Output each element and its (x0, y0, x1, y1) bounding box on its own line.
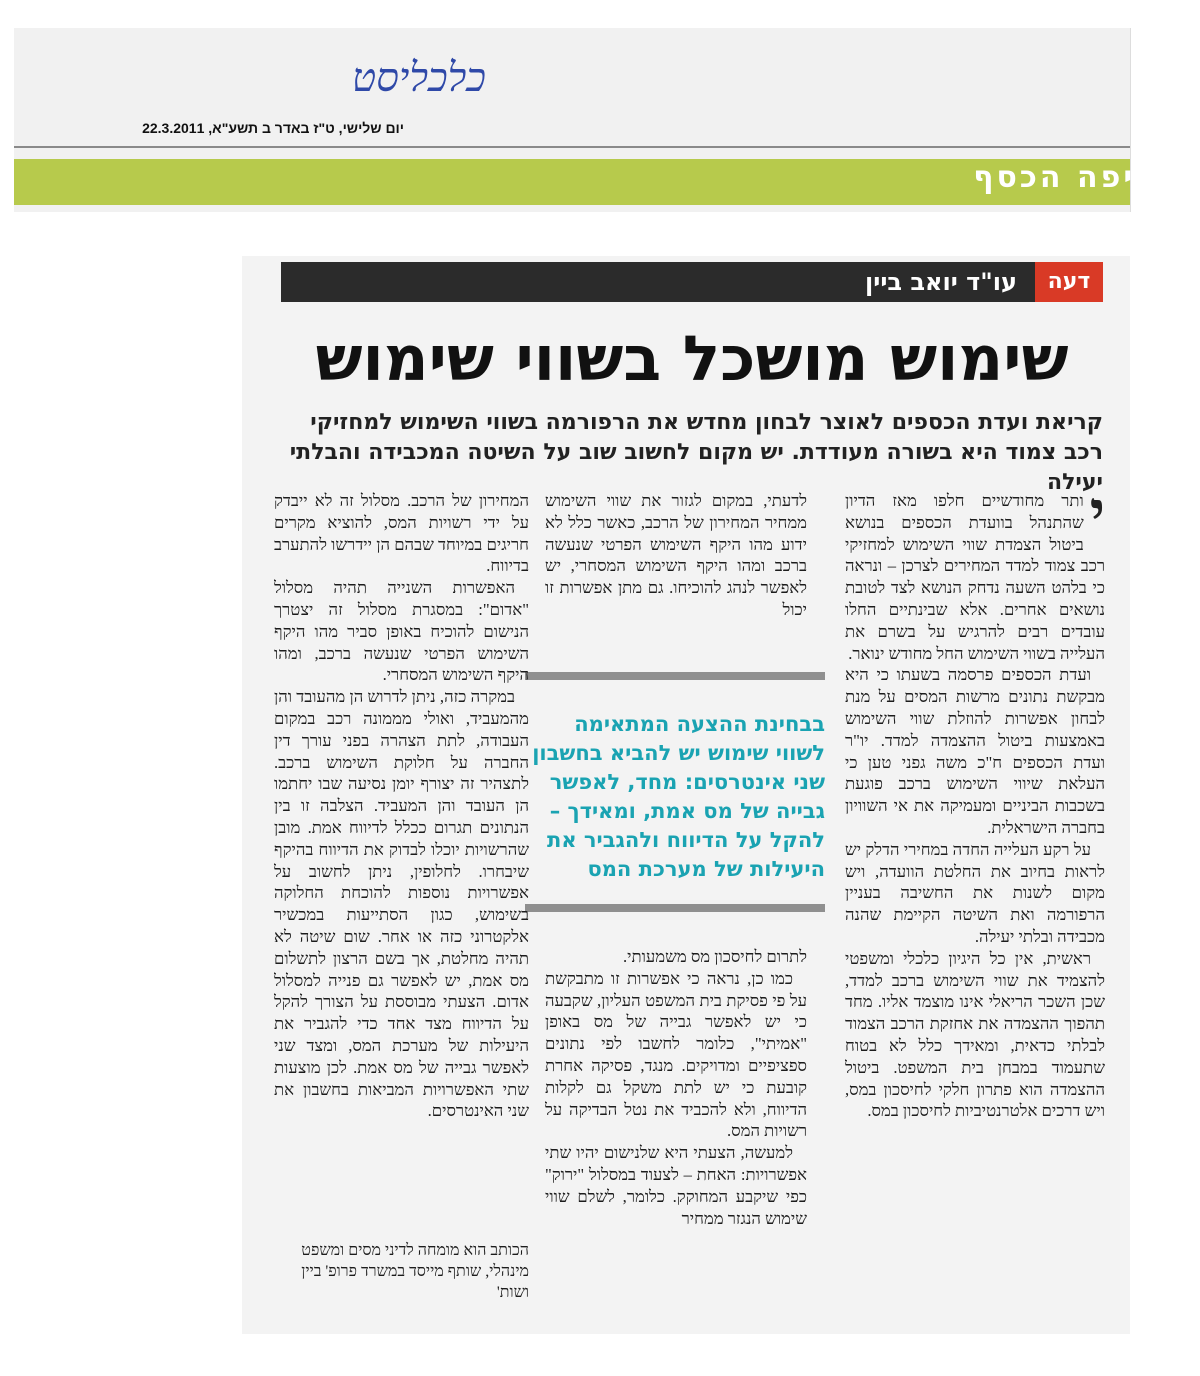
paragraph: המחירון של הרכב. מסלול זה לא ייבדק על ידי רשויות המס, להוציא מקרים חריגים במיוחד שבהם הן יידרשו להתערב בדיווח. (274, 491, 529, 576)
paragraph: לתרום לחיסכון מס משמעותי. (623, 947, 807, 966)
paragraph: ועדת הכספים פרסמה בשעתו כי היא מבקשת נתונים מרשות המסים על מנת לבחון אפשרות להוזלת שווי השימוש באמצעות ביטול ההצמדה למדד. יו"ר ועדת הכספים ח"כ משה גפני טען כי העלאת שיווי השימוש ברכב פוגעת בשכבות הביניים ומעמיקה את אי השוויון בחברה הישראלית. (845, 665, 1105, 837)
handwritten-note: כלכליסט (352, 55, 486, 101)
dateline: יום שלישי, ט"ז באדר ב תשע"א, 22.3.2011 (142, 120, 404, 136)
divider (14, 146, 1130, 148)
dropcap: י (1089, 490, 1105, 545)
headline: שימוש מושכל בשווי שימוש (315, 322, 1069, 395)
paragraph: האפשרות השנייה תהיה מסלול "אדום": במסגרת מסלול זה יצטרך הנישום להוכיח באופן סביר מהו היקף השימוש הפרטי שנעשה ברכב, ומהו היקף השימוש המסחרי. (274, 578, 529, 685)
column-right (845, 490, 1105, 1318)
paragraph: כמו כן, נראה כי אפשרות זו מתבקשת על פי פסיקת בית המשפט העליון, שקבעה כי יש לאפשר גבייה של מס באופן "אמיתי", כלומר לחשבו לפי נתונים ספציפיים ומדויקים. מנגד, פסיקה אחרת קובעת כי יש לתת משקל גם לקלות הדיווח, ולא להכביד את נטל הבדיקה על רשויות המס. (545, 968, 807, 1141)
paragraph: במקרה כזה, ניתן לדרוש הן מהעובד והן מהמעביד, ואולי מממונה רכב במקום העבודה, לתת הצהרה בפני עורך דין החברה על חלוקת השימוש ברכב. לתצהיר זה יצורף יומן נסיעה שבו יחתמו הן העובד והן המעביד. הצלבה זו בין הנתונים תגרום ככלל לדיווח אמת. מובן שהרשויות יוכלו לבדוק את הדיווח בהיקף שיבחרו. לחלופין, ניתן לחשוב על אפשרויות נוספות להוכחת החלוקה בשימוש, כגון הסתייעות במכשיר אלקטרוני כזה או אחר. שום שיטה לא תהיה מחלטת, אך בשם הרצון לתשלום מס אמת, יש לאפשר גם פנייה למסלול אדום. הצעתי מבוססת על הצורך להקל על הדיווח מצד אחד כדי להגביר את היעילות של מערכת המס, ומצד שני לאפשר גבייה של מס אמת. לכן מוצעות שתי האפשרויות המביאות בחשבון את שני האינטרסים. (274, 687, 529, 1121)
opinion-tag: דעה (1035, 262, 1103, 302)
column-middle-top (545, 490, 807, 665)
column-middle-bottom (545, 946, 807, 1318)
pullquote: בבחינת ההצעה המתאימה לשווי שימוש יש להביא בחשבון שני אינטרסים: מחד, לאפשר גבייה של מס אמת, ומאידך – להקל על הדיווח ולהגביר את היעילות של מערכת המס (532, 712, 825, 881)
pullquote-rule-bottom (525, 904, 825, 912)
author-name: עו"ד יואב ביין (865, 268, 1017, 296)
subheadline: קריאת ועדת הכספים לאוצר לבחון מחדש את הרפורמה בשווי השימוש למחזיקי רכב צמוד היא בשורה מעודדת. יש מקום לחשוב שוב על השיטה המכבידה והבלתי יעילה (289, 410, 1103, 495)
paragraph: על רקע העלייה החדה במחירי הדלק יש לראות בחיוב את החלטת הוועדה, ויש מקום לשנות את החשיבה בעניין הרפורמה ואת השיטה הקיימת שהנה מכבידה ובלתי יעילה. (845, 839, 1105, 946)
paragraph: ראשית, אין כל היגיון כלכלי ומשפטי להצמיד את שווי השימוש ברכב למדד, שכן השכר הריאלי אינו מוצמד אליו. מחד תהפוך ההצמדה את אחזקת הרכב הצמוד לבלתי כדאית, ומאידך כלל לא בטוח שתעמוד במבחן בית המשפט. ביטול ההצמדה הוא פתרון חלקי לחיסכון במס, ויש דרכים אלטרנטיביות לחיסכון במס. (845, 948, 1105, 1121)
section-band (14, 159, 1130, 205)
byline-bar (281, 262, 1103, 302)
author-credit: הכותב הוא מומחה לדיני מסים ומשפט מינהלי, שותף מייסד במשרד פרופ' ביין ושות' (301, 1242, 529, 1301)
paragraph: לדעתי, במקום לגזור את שווי השימוש ממחיר המחירון של הרכב, כאשר כלל לא ידוע מהו היקף השימוש הפרטי שנעשה ברכב ומהו היקף השימוש המסחרי, יש לאפשר לנהג להוכיחו. גם מתן אפשרות זו יכול (545, 491, 807, 619)
paragraph: למעשה, הצעתי היא שלנישום יהיו שתי אפשרויות: האחת – לצעוד במסלול "ירוק" כפי שיקבע המחוקק. כלומר, לשלם שווי שימוש הנגזר ממחיר (545, 1143, 807, 1228)
pullquote-rule-top (525, 672, 825, 680)
section-title: איפה הכסף (973, 160, 1160, 195)
column-left (274, 490, 529, 1240)
paragraph: ותר מחודשיים חלפו מאז הדיון שהתנהל בוועדת הכספים בנושא ביטול הצמדת שווי השימוש למחזיקי רכב צמוד למדד המחירים לצרכן – ונראה כי בלהט השעה נדחק הנושא לצד לטובת נושאים אחרים. אלא שבינתיים החלו עובדים רבים להרגיש על בשרם את העלייה בשווי השימוש החל מחודש ינואר. (845, 491, 1105, 663)
